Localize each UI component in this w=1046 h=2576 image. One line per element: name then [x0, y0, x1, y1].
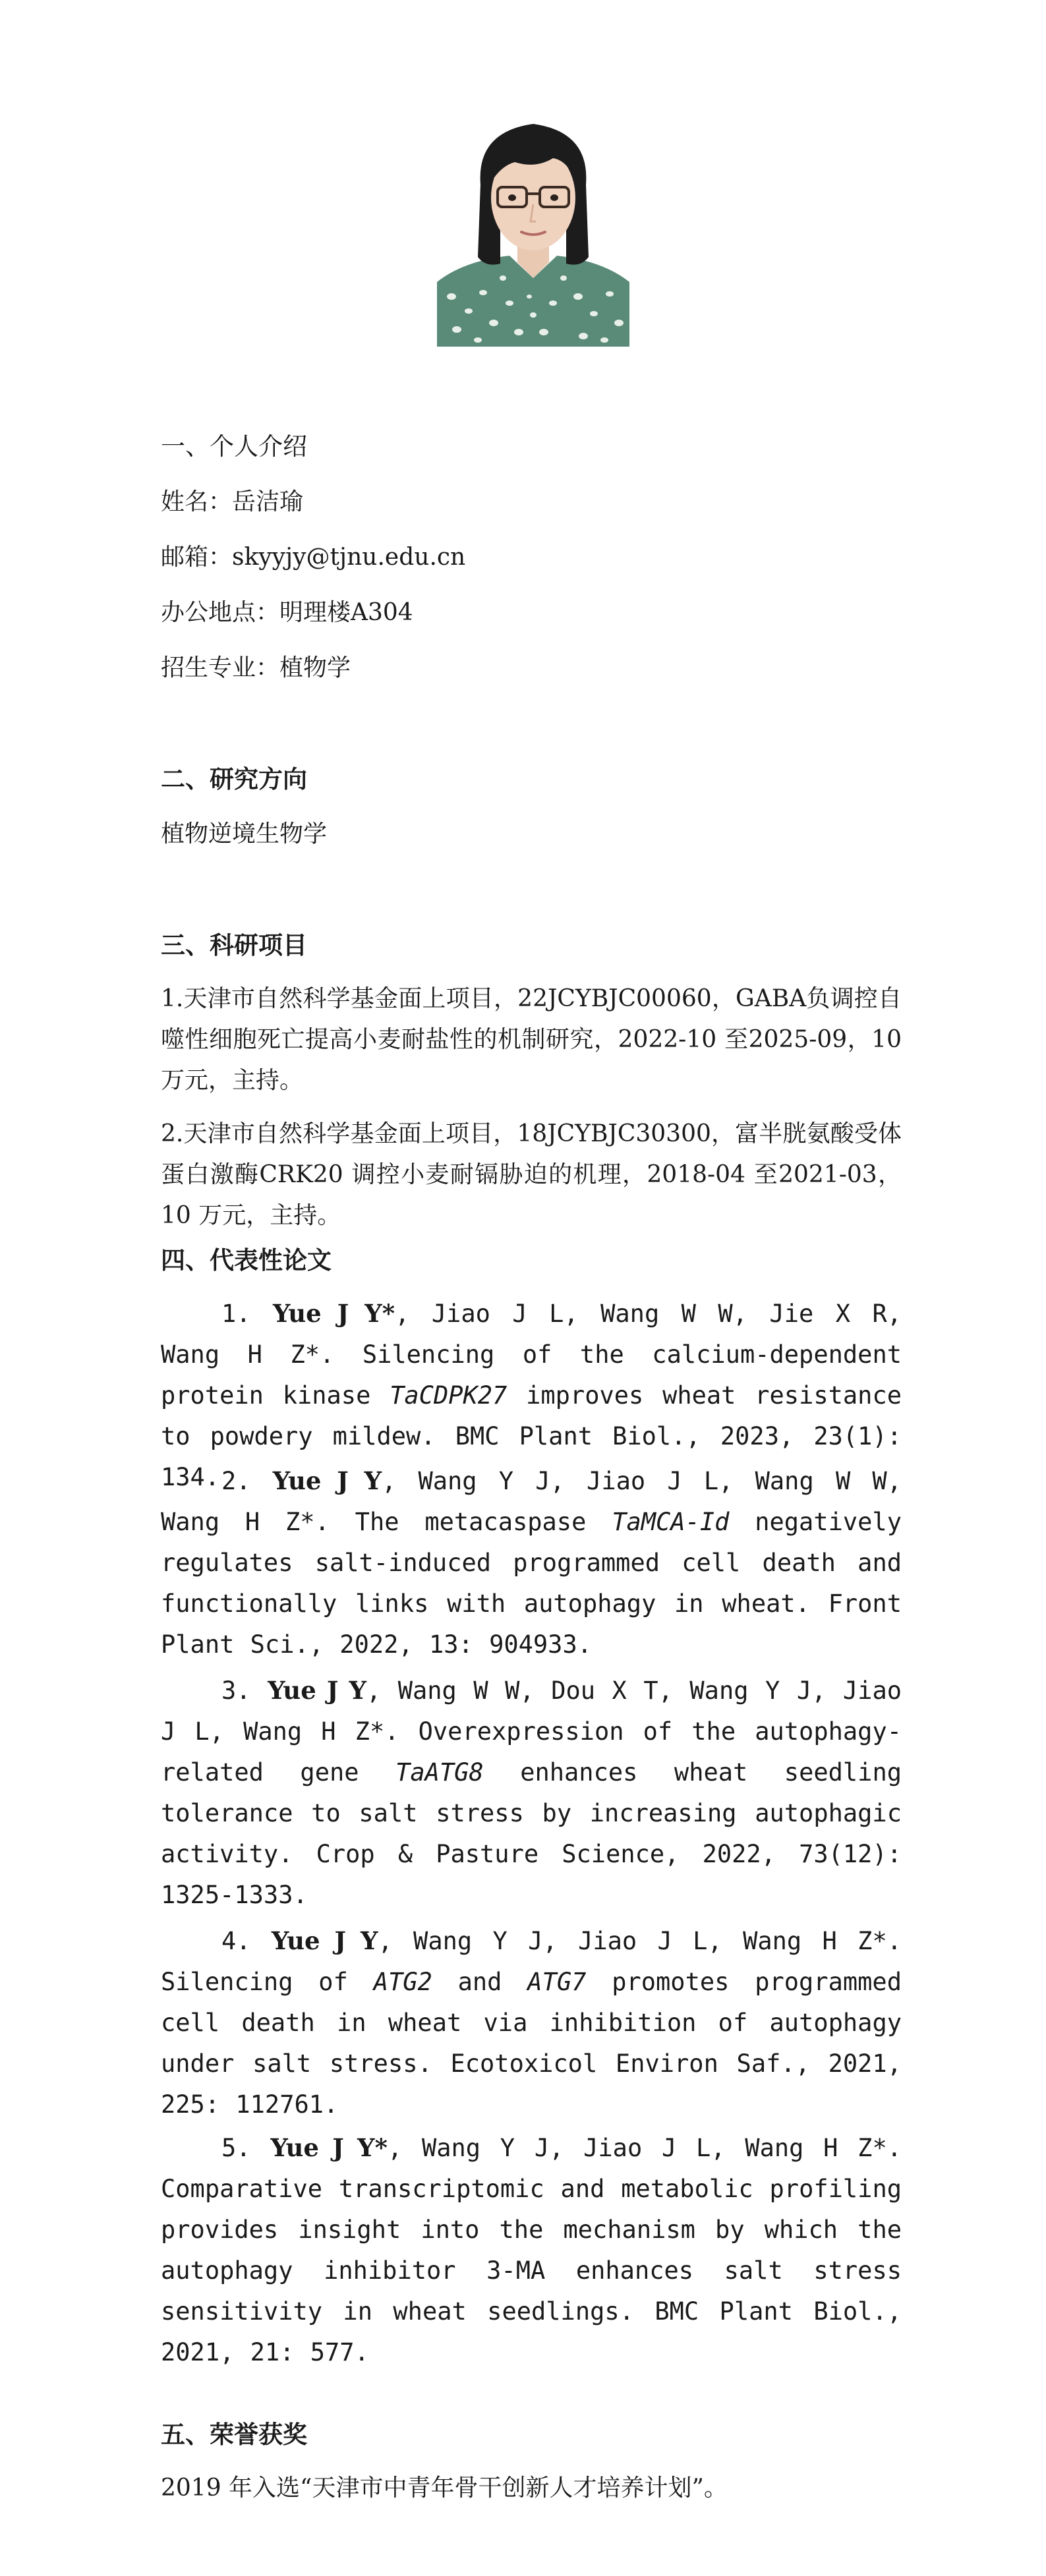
section-title-projects: 三、科研项目	[161, 930, 307, 959]
profile-photo	[437, 105, 629, 347]
paper-author: Yue J Y	[271, 1926, 378, 1955]
paper-item	[161, 1920, 902, 2125]
project-item: 2.天津市自然科学基金面上项目，18JCYBJC30300，富半胱氨酸受体蛋白激酶CRK20 调控小麦耐镉胁迫的机理，2018-04 至2021-03，10 万元，主持。	[161, 1120, 902, 1229]
research-text: 植物逆境生物学	[161, 820, 328, 847]
section-title-papers: 四、代表性论文	[161, 1245, 332, 1274]
paper-text: , Jiao J L, Wang W W, Jie X R, Wang H Z*. Silencing of the calcium-dependent protein kinase	[161, 1300, 902, 1410]
paper-text: enhances wheat seedling tolerance to salt stress by increasing autophagic activity. Crop & Pasture Science, 2022, 73(12): 1325-1333.	[161, 1758, 902, 1909]
paper-item	[161, 1670, 902, 1916]
intro-name: 姓名：岳洁瑜	[161, 488, 304, 515]
paper-author: Yue J Y	[268, 1676, 366, 1705]
paper-text: , Wang Y J, Jiao J L, Wang H Z*. Silencing of	[161, 1927, 902, 1996]
paper-text: and	[432, 1968, 528, 1996]
paper-author: Yue J Y*	[270, 2133, 388, 2162]
paper-gene: ATG7	[527, 1968, 587, 1996]
paper-number: 5.	[221, 2134, 251, 2162]
paper-gene: TaATG8	[395, 1758, 484, 1787]
paper-text: , Wang Y J, Jiao J L, Wang W W, Wang H Z*. The metacaspase	[161, 1467, 902, 1536]
paper-text: , Wang Y J, Jiao J L, Wang H Z*. Comparative transcriptomic and metabolic profiling provides insight into the mechanism by which the autophagy inhibitor 3-MA enhances salt stress sensitivity in wheat seedlings. BMC Plant Biol., 2021, 21: 577.	[161, 2134, 902, 2366]
paper-text: , Wang W W, Dou X T, Wang Y J, Jiao J L, Wang H Z*. Overexpression of the autophagy-related gene	[161, 1676, 902, 1787]
paper-gene: TaCDPK27	[390, 1381, 508, 1410]
paper-number: 2.	[221, 1467, 251, 1495]
paper-gene: TaMCA-Id	[612, 1508, 730, 1536]
paper-text: negatively regulates salt-induced programmed cell death and functionally links with autophagy in wheat. Front Plant Sci., 2022, 13: 904933.	[161, 1508, 902, 1659]
section-title-research: 二、研究方向	[161, 764, 307, 793]
intro-email: 邮箱：skyyjy@tjnu.edu.cn	[161, 544, 466, 571]
paper-number: 4.	[221, 1927, 251, 1955]
intro-major: 招生专业：植物学	[161, 654, 351, 681]
project-item: 1.天津市自然科学基金面上项目，22JCYBJC00060，GABA负调控自噬性细胞死亡提高小麦耐盐性的机制研究，2022-10 至2025-09，10 万元，主持。	[161, 985, 902, 1094]
paper-gene: ATG2	[373, 1968, 432, 1996]
paper-text: promotes programmed cell death in wheat via inhibition of autophagy under salt stress. Ecotoxicol Environ Saf., 2021, 225: 112761.	[161, 1968, 902, 2119]
paper-text: improves wheat resistance to powdery mildew. BMC Plant Biol., 2023, 23(1): 134.	[161, 1381, 902, 1491]
honors-text: 2019 年入选“天津市中青年骨干创新人才培养计划”。	[161, 2475, 728, 2502]
paper-item	[161, 2127, 902, 2373]
paper-item	[161, 1460, 902, 1665]
paper-number: 1.	[221, 1300, 251, 1328]
section-title-honors: 五、荣誉获奖	[161, 2420, 307, 2449]
section-title-intro: 一、个人介绍	[161, 432, 307, 461]
paper-number: 3.	[221, 1676, 251, 1705]
paper-author: Yue J Y	[272, 1466, 382, 1495]
intro-office: 办公地点：明理楼A304	[161, 599, 413, 626]
paper-author: Yue J Y*	[273, 1299, 395, 1328]
